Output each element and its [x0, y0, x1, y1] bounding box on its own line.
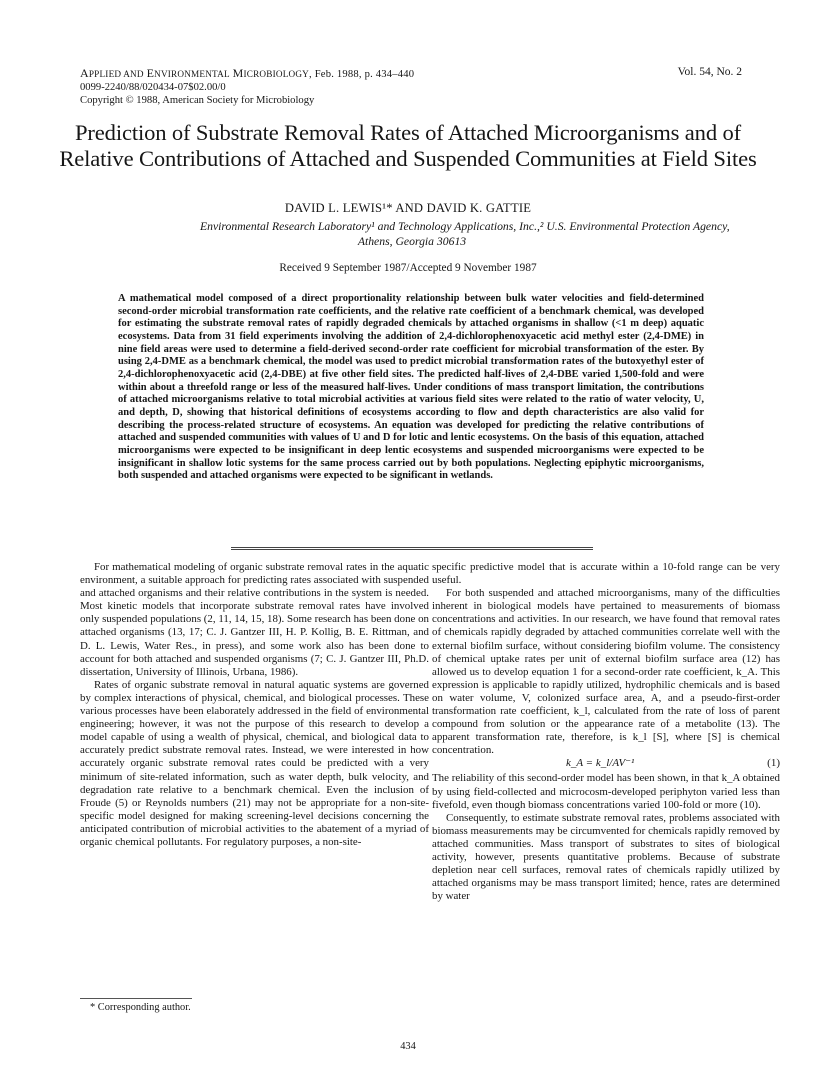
- footnote-rule: [80, 998, 192, 999]
- body-paragraph: For mathematical modeling of organic substrate removal rates in the aquatic environment, a suitable approach for predicting rates associated with suspended and attached organisms and their relative contributions in the system is needed. Most kinetic models that incorporate substrate removal rates have involved only suspended populations (2, 11, 14, 15, 18). Some research has been done on attached organisms (13, 17; C. J. Gantzer III, H. P. Kollig, B. E. Rittman, and D. L. Lewis, Water Res., in press), and some work also has been done to account for both attached and suspended organisms (7; C. J. Gantzer III, Ph.D. dissertation, University of Illinois, Urbana, 1986).: [80, 561, 429, 678]
- article-title: Prediction of Substrate Removal Rates of Attached Microorganisms and of Relative Contributions of Attached and Suspended Communities at Field Sites: [59, 120, 757, 171]
- body-paragraph: The reliability of this second-order model has been shown, in that k_A obtained by using field-collected and microcosm-developed periphyton varied less than fivefold, even though biomass concentrations varied 100-fold or more (10).: [432, 772, 780, 811]
- body-paragraph: For both suspended and attached microorganisms, many of the difficulties inherent in biological models have pertained to measurements of biomass concentrations and activities. In our research, we have found that removal rates of chemicals rapidly degraded by attached communities correlate well with the external biofilm surface, without considering biofilm volume. The consistency of chemical uptake rates per unit of external biofilm surface area (12) has allowed us to develop equation 1 for a second-order rate coefficient, k_A. This expression is applicable to rapidly utilized, hydrophilic chemicals and is based on water volume, V, colonized surface area, A, and a pseudo-first-order transformation rate coefficient, k_l, calculated from the rate of loss of parent compound from solution or the appearance rate of a metabolite (13). The apparent transformation rate, therefore, is k_l [S], where [S] is chemical concentration.: [432, 587, 780, 757]
- article-code: 0099-2240/88/020434-07$02.00/0: [80, 82, 226, 93]
- body-paragraph: Rates of organic substrate removal in natural aquatic systems are governed by complex interactions of physical, chemical, and biological processes. These various processes have been elaborately addressed in the field of environmental engineering; however, it was not the purpose of this research to develop a model capable of using a wealth of physical, chemical, and biological data to accurately predict substrate removal rates. Instead, we were interested in how accurately organic substrate removal rates could be predicted with a very minimum of site-related information, such as water depth, bulk velocity, and degradation rate relative to a benchmark chemical. Even the inclusion of Froude (5) or Reynolds numbers (21) may not be appropriate for a non-site-specific model designed for making screening-level decisions concerning the anticipated contribution of microbial activities to the abatement of a myriad of organic chemical pollutants. For regulatory purposes, a non-site-: [80, 678, 429, 848]
- received-dates: Received 9 September 1987/Accepted 9 November 1987: [279, 262, 537, 274]
- equation-expression: k_A = k_l/AV⁻¹: [566, 757, 635, 770]
- abstract-divider: [231, 547, 593, 550]
- abstract: A mathematical model composed of a direct proportionality relationship between bulk water velocities and field-determined second-order microbial transformation rate coefficients, and the relative rate coefficient of a benchmark chemical, was developed for estimating the substrate removal rates of rapidly degraded chemicals by attached organisms in shallow (<1 m deep) aquatic ecosystems. Data from 31 field experiments involving the addition of 2,4-dichlorophenoxyacetic acid methyl ester (2,4-DME) in nine field areas were used to determine a field-derived second-order rate coefficient for microbial transformation of the ester. By using 2,4-DME as a benchmark chemical, the model was used to predict microbial transformation rates of the butoxyethyl ester of 2,4-dichlorophenoxyacetic acid (2,4-DBE) at five other field sites. The predicted half-lives of 2,4-DBE varied 1,500-fold and were within about a threefold range or less of the measured half-lives. Under conditions of mass transport limitation, the contributions of attached microorganisms relative to total microbial activities at various field sites were related to the ratio of water velocity, U, and depth, D, showing that historical definitions of ecosystems according to flow and depth characteristics are also valid for describing the process-related structure of ecosystems. An equation was developed for predicting the relative contributions of attached and suspended communities with values of U and D for lotic and lentic ecosystems. On the basis of this equation, attached microorganisms were expected to be insignificant in deep lentic ecosystems and suspended microorganisms were expected to be insignificant in shallow lotic systems for the same process carried out by both populations. Neglecting epiphytic microorganisms, both suspended and attached organisms were expected to be significant in wetlands.: [118, 293, 704, 482]
- copyright-line: Copyright © 1988, American Society for Microbiology: [80, 95, 315, 106]
- journal-citation: APPLIED AND ENVIRONMENTAL MICROBIOLOGY, Feb. 1988, p. 434–440: [80, 66, 415, 80]
- body-paragraph: specific predictive model that is accurate within a 10-fold range can be very useful.: [432, 561, 780, 587]
- page-number: 434: [400, 1041, 416, 1052]
- volume-issue: Vol. 54, No. 2: [677, 66, 742, 78]
- equation-1: [432, 757, 780, 772]
- running-header: [80, 67, 520, 107]
- equation-number: (1): [767, 757, 780, 770]
- body-paragraph: Consequently, to estimate substrate removal rates, problems associated with biomass measurements may be circumvented for chemicals rapidly removed by attached communities. Mass transport of substrates to sites of biological activity, however, presents quantitative problems. Because of substrate depletion near cell surfaces, removal rates of chemicals rapidly utilized by attached organisms may be mass transport limited; hence, rates are determined by water: [432, 811, 780, 903]
- author-list: DAVID L. LEWIS¹* AND DAVID K. GATTIE: [284, 201, 532, 215]
- affiliation-line-1: Environmental Research Laboratory¹ and Technology Applications, Inc.,² U.S. Environmental Protection Agency,: [200, 220, 730, 233]
- affiliation-line-2: Athens, Georgia 30613: [357, 234, 467, 248]
- footnote: * Corresponding author.: [90, 1002, 191, 1013]
- body-column-left: [80, 561, 429, 849]
- body-column-right: [432, 561, 780, 903]
